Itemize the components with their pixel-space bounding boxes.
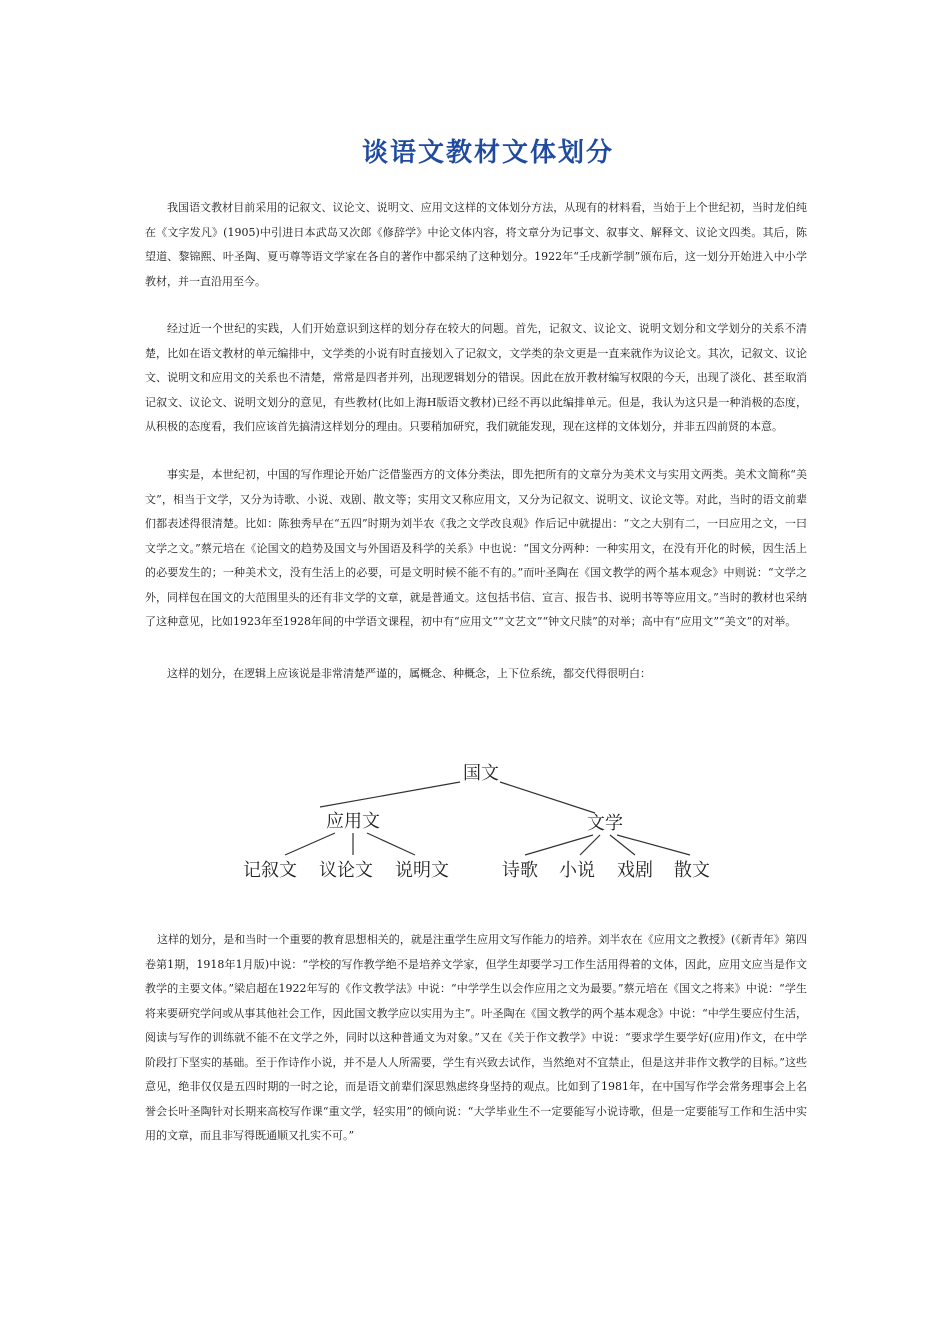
paragraph-3: 事实是，本世纪初，中国的写作理论开始广泛借鉴西方的文体分类法，即先把所有的文章分为美术文与实用文两类。美术文简称“美文”，相当于文学，又分为诗歌、小说、戏剧、散文等；实用文又称应用文，又分为记叙文、说明文、议论文等。对此，当时的语文前辈们都表述得很清楚。比如：陈独秀早在“五四”时期为刘半农《我之文学改良观》作后记中就提出：“文之大别有二，一曰应用之文，一曰文学之文。”蔡元培在《论国文的趋势及国文与外国语及科学的关系》中也说：“国文分两种：一种实用文，在没有开化的时候，因生活上的必要发生的；一种美术文，没有生活上的必要，可是文明时候不能不有的。”而叶圣陶在《国文教学的两个基本观念》中则说：“文学之外，同样包在国文的大范围里头的还有非文学的文章，就是普通文。这包括书信、宣言、报告书、说明书等等应用文。”当时的教材也采纳了这种意见，比如1923年至1928年间的中学语文课程，初中有“应用文”“文艺文”“钟文尺牍”的对举；高中有“应用文”“美文”的对举。 <box>145 468 807 628</box>
paragraph-1: 我国语文教材目前采用的记叙文、议论文、说明文、应用文这样的文体划分方法，从现有的材料看，当始于上个世纪初，当时龙伯纯在《文字发凡》(1905)中引进日本武岛又次郎《修辞学》中论文体内容，将文章分为记事文、叙事文、解释文、议论文四类。其后，陈望道、黎锦熙、叶圣陶、夏丏尊等语文学家在各自的著作中都采纳了这种划分。1922年“壬戌新学制”颁布后，这一划分开始进入中小学教材，并一直沿用至今。 <box>145 201 807 288</box>
classification-tree-diagram <box>235 755 715 890</box>
tree-leaf-left-0: 记叙文 <box>243 860 297 881</box>
tree-leaf-right-3: 散文 <box>674 860 710 881</box>
tree-edge-left-0 <box>285 833 335 855</box>
tree-leaf-left-1: 议论文 <box>319 860 373 881</box>
tree-edge-root-right <box>500 782 595 813</box>
paragraph-2: 经过近一个世纪的实践，人们开始意识到这样的划分存在较大的问题。首先，记叙文、议论文、说明文划分和文学划分的关系不清楚，比如在语文教材的单元编排中，文学类的小说有时直接划入了记叙文，文学类的杂文更是一直来就作为议论文。其次，记叙文、议论文、说明文和应用文的关系也不清楚，常常是四者并列，出现逻辑划分的错误。因此在放开教材编写权限的今天，出现了淡化、甚至取消记叙文、议论文、说明文划分的意见，有些教材(比如上海H版语文教材)已经不再以此编排单元。但是，我认为这只是一种消极的态度，从积极的态度看，我们应该首先搞清这样划分的理由。只要稍加研究，我们就能发现，现在这样的文体划分，并非五四前贤的本意。 <box>145 322 807 433</box>
tree-edge-right-3 <box>617 835 690 855</box>
tree-edge-root-left <box>320 782 460 807</box>
tree-node-root: 国文 <box>463 763 499 784</box>
paragraph-4: 这样的划分，在逻辑上应该说是非常清楚严谨的，属概念、种概念，上下位系统，都交代得很明白： <box>167 667 651 680</box>
page-title: 谈语文教材文体划分 <box>361 138 614 168</box>
tree-leaf-right-0: 诗歌 <box>502 860 538 881</box>
paragraph-5: 这样的划分，是和当时一个重要的教育思想相关的，就是注重学生应用文写作能力的培养。刘半农在《应用文之教授》(《新青年》第四卷第1期，1918年1月版)中说：“学校的写作教学绝不是培养文学家，但学生却要学习工作生活用得着的文体，因此，应用文应当是作文教学的主要文体。”梁启超在1922年写的《作文教学法》中说：“中学学生以会作应用之文为最要。”蔡元培在《国文之将来》中说：“学生将来要研究学问或从事其他社会工作，因此国文教学应以实用为主”。叶圣陶在《国文教学的两个基本观念》中说：“中学生要应付生活，阅读与写作的训练就不能不在文学之外，同时以这种普通文为对象。”又在《关于作文教学》中说：“要求学生要学好(应用)作文，在中学阶段打下坚实的基础。至于作诗作小说，并不是人人所需要，学生有兴致去试作，当然绝对不宜禁止，但是这并非作文教学的目标。”这些意见，绝非仅仅是五四时期的一时之论，而是语文前辈们深思熟虑终身坚持的观点。比如到了1981年，在中国写作学会常务理事会上名誉会长叶圣陶针对长期来高校写作课“重文学，轻实用”的倾向说：“大学毕业生不一定要能写小说诗歌，但是一定要能写工作和生活中实用的文章，而且非写得既通顺又扎实不可。” <box>145 933 807 1142</box>
tree-node-left: 应用文 <box>326 811 380 832</box>
tree-leaf-right-1: 小说 <box>559 860 595 881</box>
tree-leaf-left-2: 说明文 <box>395 860 449 881</box>
tree-node-right: 文学 <box>587 813 623 834</box>
tree-leaf-right-2: 戏剧 <box>617 860 653 881</box>
tree-edge-left-2 <box>367 833 415 855</box>
tree-edge-right-2 <box>610 835 635 855</box>
